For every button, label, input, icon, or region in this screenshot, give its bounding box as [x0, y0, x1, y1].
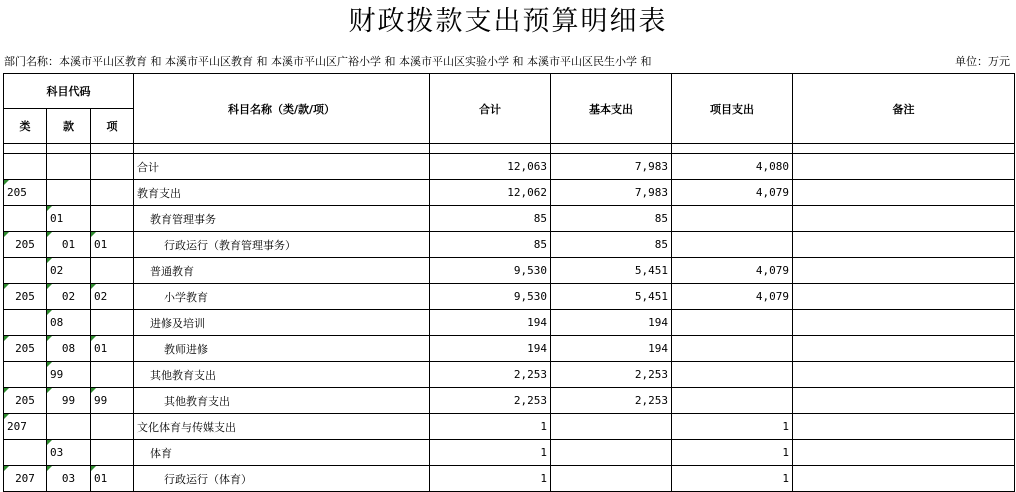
cell-total	[430, 388, 551, 414]
table-row	[4, 336, 1015, 362]
cell-project-text: 1	[782, 420, 789, 433]
cell-total	[430, 258, 551, 284]
cell-lei-text: 205	[15, 290, 35, 303]
cell-kuan-text: 03	[50, 446, 64, 459]
cell-total	[430, 440, 551, 466]
cell-project-text: 4,079	[755, 186, 789, 199]
cell-kuan	[47, 154, 91, 180]
cell-xiang	[91, 388, 134, 414]
cell-kuan-text: 01	[61, 238, 76, 251]
cell-name-text: 行政运行（体育）	[164, 472, 252, 486]
cell-kuan-text: 08	[50, 316, 64, 329]
cell-lei	[4, 336, 47, 362]
table-row	[4, 362, 1015, 388]
table-row	[4, 180, 1015, 206]
text-number-indicator-icon	[91, 466, 96, 471]
cell-name	[134, 336, 430, 362]
cell-name-text: 教育支出	[137, 186, 181, 200]
department-label: 部门名称：本溪市平山区教育 和 本溪市平山区教育 和 本溪市平山区广裕小学 和 本溪市平山区实验小学 和 本溪市平山区民生小学 和	[4, 55, 652, 68]
cell-basic-text: 7,983	[634, 186, 668, 199]
cell-name-text: 小学教育	[164, 290, 208, 304]
cell-lei	[4, 388, 47, 414]
cell-kuan	[47, 440, 91, 466]
cell-kuan	[47, 180, 91, 206]
cell-xiang	[91, 206, 134, 232]
header-kuan: 款	[47, 109, 91, 144]
cell-total-text: 85	[533, 212, 547, 225]
cell-xiang	[91, 154, 134, 180]
cell-kuan	[47, 362, 91, 388]
cell-project	[672, 440, 793, 466]
cell-xiang-text: 02	[94, 290, 108, 303]
cell-kuan	[47, 388, 91, 414]
spacer-row	[4, 144, 1015, 154]
text-number-indicator-icon	[47, 362, 52, 367]
cell-xiang	[91, 362, 134, 388]
cell-xiang	[91, 466, 134, 492]
cell-project-text: 1	[782, 446, 789, 459]
header-project: 项目支出	[672, 74, 793, 144]
cell-basic	[551, 180, 672, 206]
cell-xiang-text: 01	[94, 238, 108, 251]
cell-basic	[551, 388, 672, 414]
text-number-indicator-icon	[4, 284, 9, 289]
cell-lei	[4, 258, 47, 284]
cell-lei	[4, 154, 47, 180]
unit-label: 单位：万元	[955, 55, 1010, 68]
cell-total	[430, 310, 551, 336]
cell-name-text: 体育	[150, 446, 172, 460]
header-lei: 类	[4, 109, 47, 144]
cell-lei-text: 207	[7, 420, 27, 433]
cell-basic	[551, 206, 672, 232]
cell-basic-text: 5,451	[634, 290, 668, 303]
table-row	[4, 440, 1015, 466]
text-number-indicator-icon	[91, 284, 96, 289]
header-remark: 备注	[793, 74, 1015, 144]
text-number-indicator-icon	[91, 336, 96, 341]
cell-total	[430, 180, 551, 206]
cell-name	[134, 258, 430, 284]
cell-total-text: 12,063	[507, 160, 547, 173]
cell-project	[672, 206, 793, 232]
cell-name-text: 其他教育支出	[164, 394, 230, 408]
cell-name	[134, 232, 430, 258]
table-row	[4, 232, 1015, 258]
cell-name	[134, 154, 430, 180]
text-number-indicator-icon	[47, 466, 52, 471]
cell-name	[134, 310, 430, 336]
cell-name-text: 文化体育与传媒支出	[137, 420, 236, 434]
cell-name-text: 教育管理事务	[150, 212, 216, 226]
cell-name	[134, 466, 430, 492]
cell-xiang	[91, 284, 134, 310]
text-number-indicator-icon	[47, 206, 52, 211]
cell-name	[134, 362, 430, 388]
cell-kuan-text: 99	[61, 394, 76, 407]
cell-total	[430, 206, 551, 232]
cell-xiang-text: 99	[94, 394, 108, 407]
cell-kuan	[47, 206, 91, 232]
header-code-group: 科目代码	[4, 74, 134, 109]
cell-total	[430, 154, 551, 180]
cell-basic	[551, 154, 672, 180]
cell-basic	[551, 440, 672, 466]
cell-lei	[4, 310, 47, 336]
cell-basic-text: 194	[648, 342, 668, 355]
cell-total-text: 85	[533, 238, 547, 251]
cell-kuan	[47, 466, 91, 492]
cell-total	[430, 232, 551, 258]
cell-lei	[4, 440, 47, 466]
cell-basic-text: 194	[648, 316, 668, 329]
cell-kuan	[47, 258, 91, 284]
cell-total-text: 194	[527, 342, 547, 355]
cell-remark	[793, 362, 1015, 388]
text-number-indicator-icon	[4, 180, 9, 185]
cell-remark	[793, 440, 1015, 466]
text-number-indicator-icon	[4, 388, 9, 393]
cell-project-text: 4,080	[755, 160, 789, 173]
cell-lei	[4, 414, 47, 440]
cell-kuan	[47, 232, 91, 258]
cell-xiang	[91, 258, 134, 284]
table-row	[4, 206, 1015, 232]
cell-remark	[793, 180, 1015, 206]
cell-kuan	[47, 310, 91, 336]
cell-remark	[793, 414, 1015, 440]
cell-lei	[4, 180, 47, 206]
cell-project	[672, 284, 793, 310]
text-number-indicator-icon	[91, 388, 96, 393]
cell-project	[672, 258, 793, 284]
cell-lei	[4, 362, 47, 388]
cell-xiang	[91, 414, 134, 440]
cell-lei	[4, 206, 47, 232]
cell-lei	[4, 284, 47, 310]
text-number-indicator-icon	[4, 336, 9, 341]
header-total: 合计	[430, 74, 551, 144]
cell-kuan	[47, 284, 91, 310]
cell-total	[430, 284, 551, 310]
table-row	[4, 258, 1015, 284]
cell-lei-text: 205	[7, 186, 27, 199]
cell-project	[672, 180, 793, 206]
cell-name	[134, 284, 430, 310]
cell-basic-text: 2,253	[634, 368, 668, 381]
cell-remark	[793, 388, 1015, 414]
cell-basic-text: 2,253	[634, 394, 668, 407]
cell-name	[134, 180, 430, 206]
text-number-indicator-icon	[91, 232, 96, 237]
text-number-indicator-icon	[47, 336, 52, 341]
cell-total-text: 2,253	[513, 368, 547, 381]
cell-project-text: 4,079	[755, 264, 789, 277]
cell-remark	[793, 232, 1015, 258]
cell-total-text: 12,062	[507, 186, 547, 199]
cell-basic-text: 85	[654, 212, 668, 225]
table-row	[4, 414, 1015, 440]
cell-kuan-text: 02	[61, 290, 76, 303]
cell-total-text: 194	[527, 316, 547, 329]
cell-name-text: 普通教育	[150, 264, 194, 278]
cell-basic	[551, 336, 672, 362]
table-row	[4, 154, 1015, 180]
cell-name	[134, 206, 430, 232]
cell-kuan-text: 02	[50, 264, 64, 277]
text-number-indicator-icon	[4, 414, 9, 419]
cell-total	[430, 466, 551, 492]
table-row	[4, 284, 1015, 310]
text-number-indicator-icon	[47, 310, 52, 315]
cell-lei	[4, 466, 47, 492]
cell-basic	[551, 310, 672, 336]
cell-project-text: 4,079	[755, 290, 789, 303]
cell-name	[134, 388, 430, 414]
text-number-indicator-icon	[47, 440, 52, 445]
cell-lei	[4, 232, 47, 258]
cell-basic	[551, 232, 672, 258]
cell-basic	[551, 284, 672, 310]
cell-basic	[551, 466, 672, 492]
cell-project	[672, 466, 793, 492]
cell-name-text: 进修及培训	[150, 316, 205, 330]
cell-total	[430, 414, 551, 440]
cell-remark	[793, 206, 1015, 232]
cell-lei-text: 205	[15, 342, 35, 355]
cell-xiang-text: 01	[94, 342, 108, 355]
cell-basic	[551, 362, 672, 388]
cell-project	[672, 232, 793, 258]
header-basic: 基本支出	[551, 74, 672, 144]
cell-remark	[793, 284, 1015, 310]
cell-basic-text: 85	[654, 238, 668, 251]
cell-total	[430, 336, 551, 362]
cell-name	[134, 440, 430, 466]
cell-name-text: 合计	[137, 160, 159, 174]
cell-name-text: 其他教育支出	[150, 368, 216, 382]
budget-table	[3, 73, 1015, 492]
cell-xiang	[91, 440, 134, 466]
text-number-indicator-icon	[47, 258, 52, 263]
text-number-indicator-icon	[47, 284, 52, 289]
cell-project	[672, 154, 793, 180]
cell-xiang	[91, 336, 134, 362]
cell-project	[672, 336, 793, 362]
cell-xiang	[91, 310, 134, 336]
header-xiang: 项	[91, 109, 134, 144]
cell-total-text: 1	[540, 446, 547, 459]
cell-kuan	[47, 414, 91, 440]
cell-kuan-text: 08	[61, 342, 76, 355]
cell-kuan-text: 01	[50, 212, 64, 225]
text-number-indicator-icon	[4, 232, 9, 237]
cell-basic	[551, 414, 672, 440]
text-number-indicator-icon	[4, 466, 9, 471]
cell-remark	[793, 154, 1015, 180]
cell-lei-text: 205	[15, 238, 35, 251]
cell-xiang	[91, 180, 134, 206]
cell-total-text: 9,530	[513, 264, 547, 277]
cell-basic-text: 5,451	[634, 264, 668, 277]
cell-total-text: 1	[540, 420, 547, 433]
cell-xiang	[91, 232, 134, 258]
cell-name-text: 教师进修	[164, 342, 208, 356]
cell-remark	[793, 310, 1015, 336]
cell-lei-text: 205	[15, 394, 35, 407]
cell-name-text: 行政运行（教育管理事务）	[164, 238, 296, 252]
table-row	[4, 310, 1015, 336]
cell-project-text: 1	[782, 472, 789, 485]
cell-project	[672, 362, 793, 388]
page-title: 财政拨款支出预算明细表	[348, 6, 668, 37]
cell-basic	[551, 258, 672, 284]
cell-remark	[793, 336, 1015, 362]
cell-remark	[793, 466, 1015, 492]
text-number-indicator-icon	[47, 388, 52, 393]
cell-remark	[793, 258, 1015, 284]
cell-kuan-text: 03	[61, 472, 76, 485]
header-name: 科目名称（类/款/项）	[134, 74, 430, 144]
text-number-indicator-icon	[47, 232, 52, 237]
cell-total	[430, 362, 551, 388]
cell-kuan	[47, 336, 91, 362]
cell-xiang-text: 01	[94, 472, 108, 485]
cell-project	[672, 310, 793, 336]
cell-lei-text: 207	[15, 472, 35, 485]
cell-total-text: 1	[540, 472, 547, 485]
table-row	[4, 388, 1015, 414]
table-row	[4, 466, 1015, 492]
cell-total-text: 2,253	[513, 394, 547, 407]
cell-kuan-text: 99	[50, 368, 64, 381]
cell-project	[672, 388, 793, 414]
cell-basic-text: 7,983	[634, 160, 668, 173]
cell-name	[134, 414, 430, 440]
cell-total-text: 9,530	[513, 290, 547, 303]
cell-project	[672, 414, 793, 440]
